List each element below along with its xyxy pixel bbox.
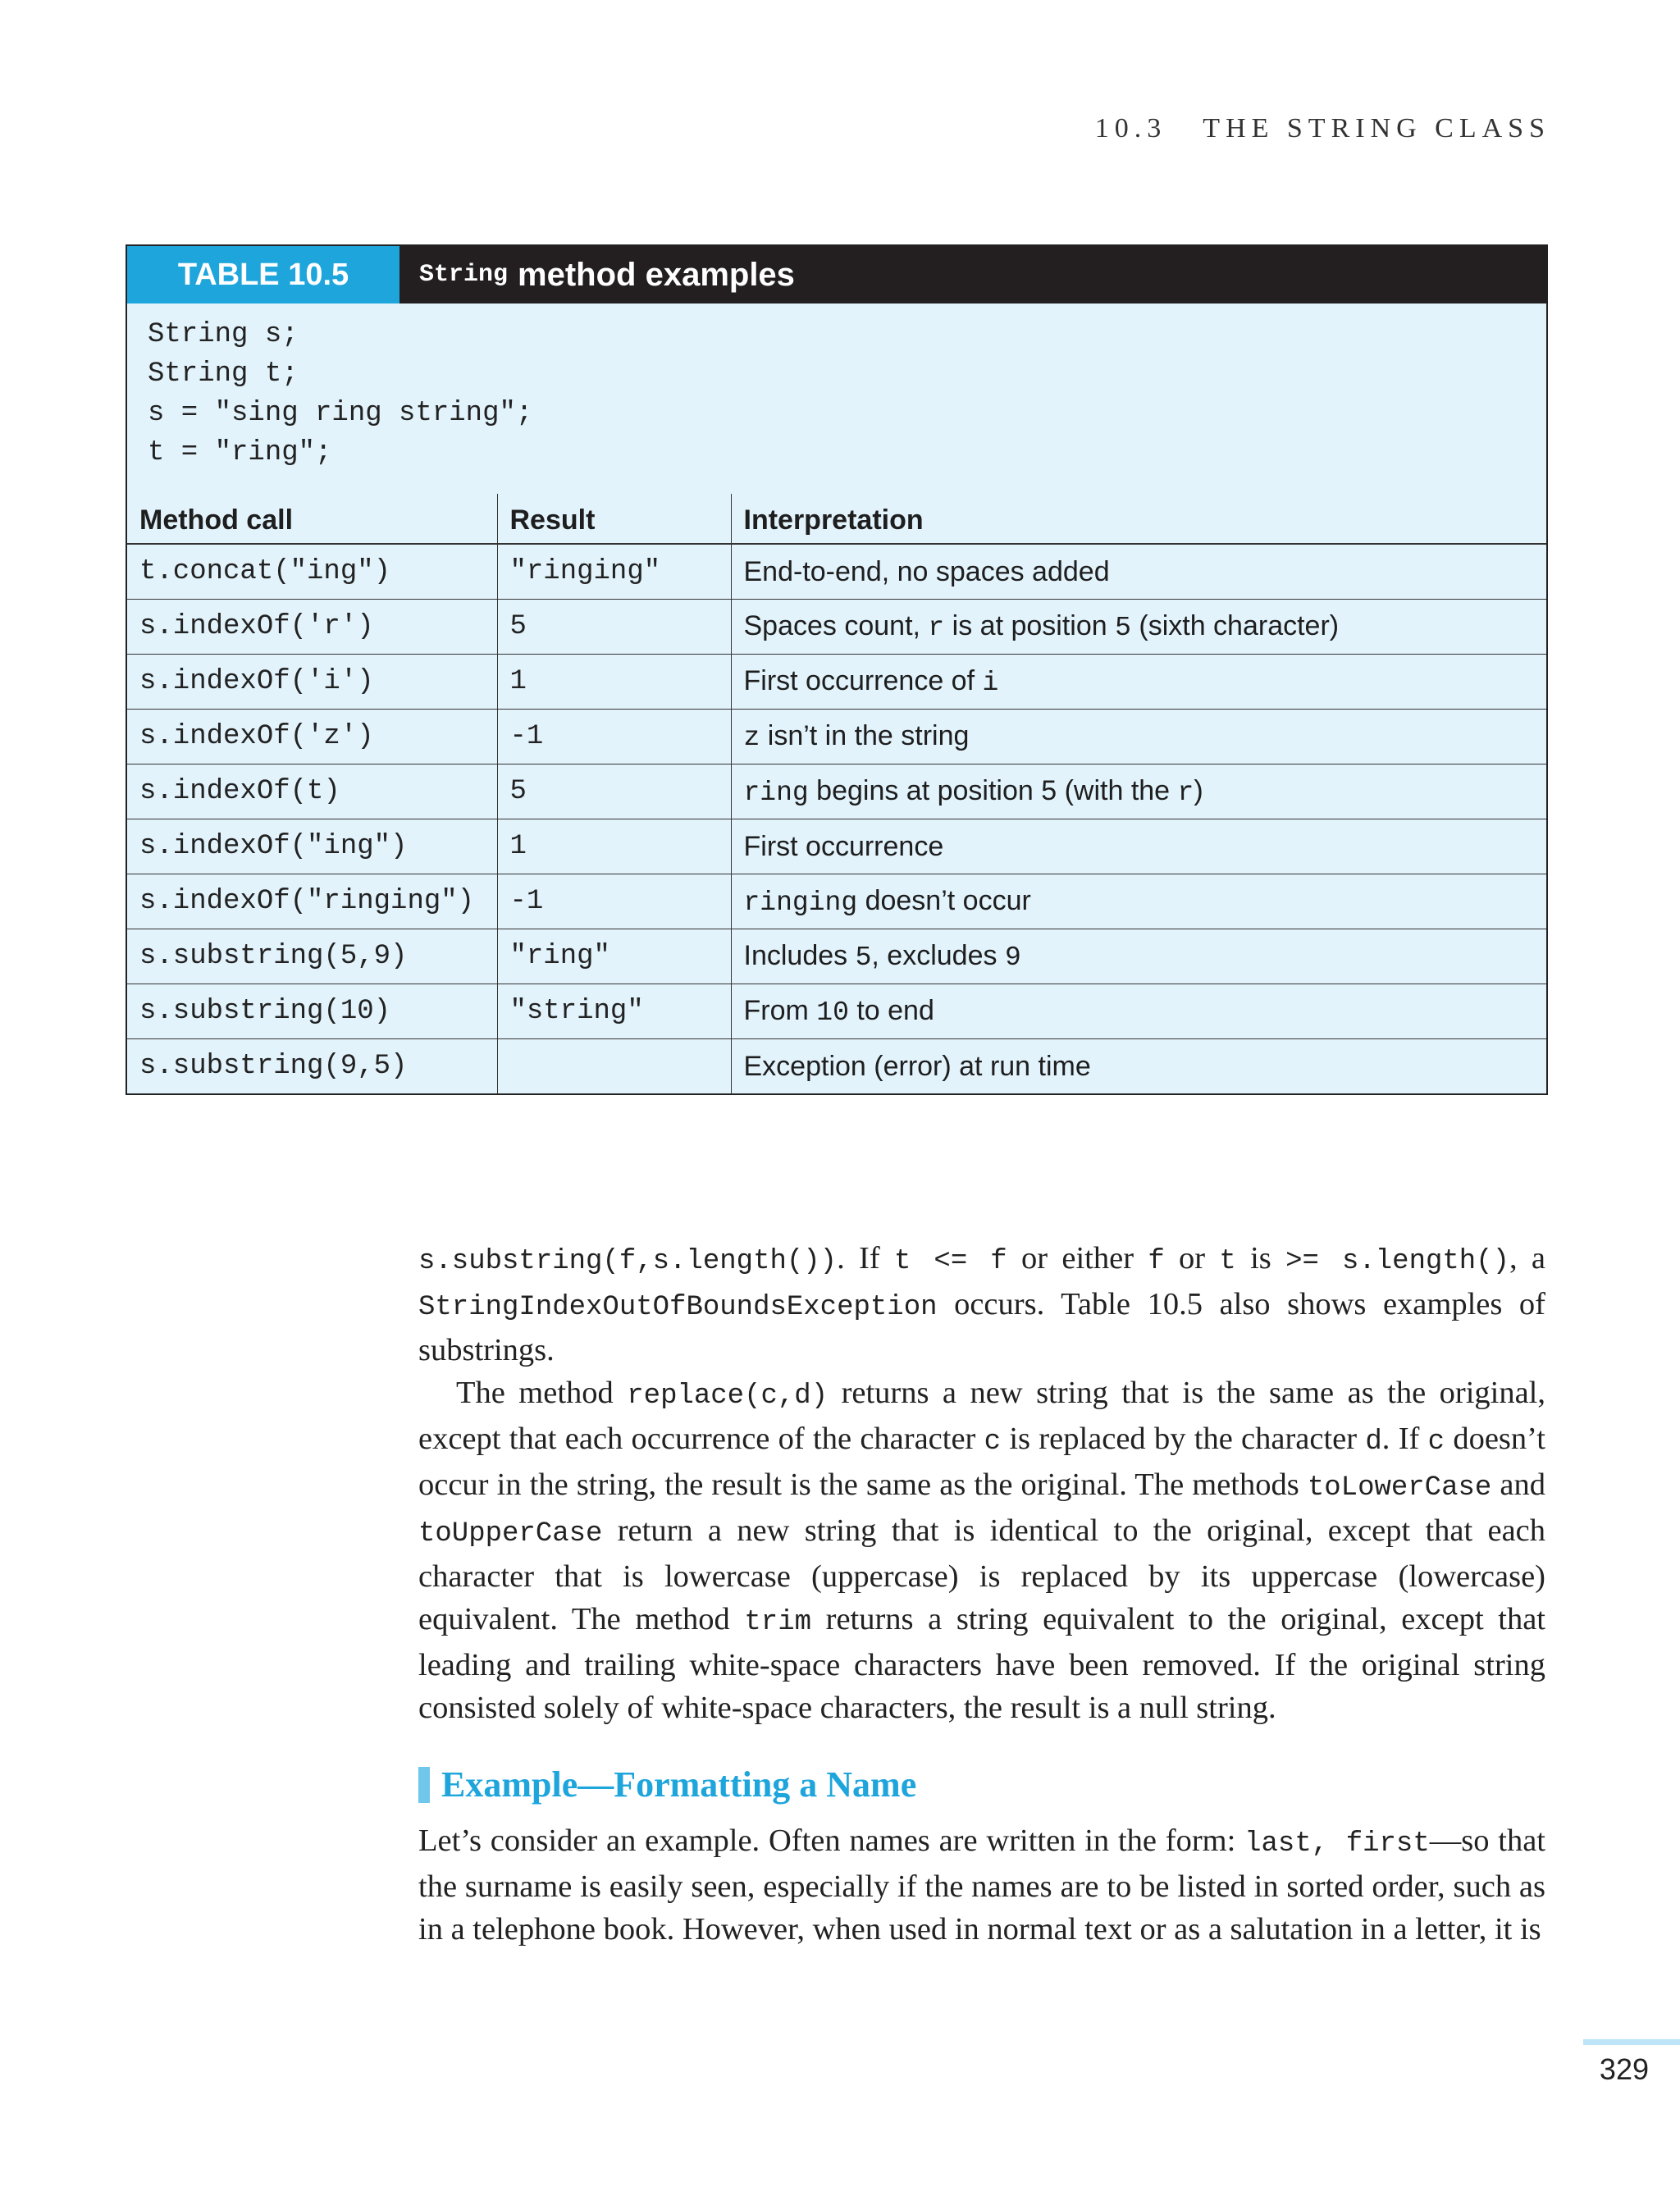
body-paragraph: [418, 1237, 1545, 1371]
example-heading: [418, 1764, 916, 1805]
table-header: [127, 246, 1546, 304]
heading-bar: [418, 1767, 430, 1803]
table-row: [127, 1039, 1546, 1094]
text-run: Exception (error) at run time: [743, 1050, 1091, 1082]
text-run: First occurrence: [743, 830, 944, 862]
interpretation-cell: [731, 655, 1546, 710]
text-run: (sixth character): [1130, 610, 1340, 641]
text-run: End-to-end, no spaces added: [743, 555, 1110, 587]
example-paragraph: [418, 1819, 1545, 1951]
table-title-text: method examples: [518, 256, 795, 293]
inline-code: i: [982, 668, 999, 698]
interpretation-cell: [731, 874, 1546, 929]
body-text: [418, 1237, 1545, 1729]
method-call-cell: s.indexOf("ing"): [127, 819, 497, 874]
declaration-line: s = "sing ring string";: [148, 398, 533, 429]
page-number: 329: [1599, 2052, 1649, 2086]
column-header-interpretation: Interpretation: [731, 494, 1546, 544]
text-run: From: [743, 995, 817, 1026]
text-run: begins at position 5 (with the: [808, 775, 1178, 806]
inline-code: f: [1148, 1246, 1165, 1277]
inline-code: replace(c,d): [627, 1381, 829, 1412]
inline-code: 5: [1115, 613, 1131, 643]
table-label: TABLE 10.5: [127, 246, 399, 304]
inline-code: z: [743, 723, 760, 753]
result-cell: 5: [497, 600, 731, 655]
inline-code: 10: [816, 997, 849, 1028]
table-row: [127, 710, 1546, 764]
text-run: to end: [848, 995, 934, 1026]
inline-code: r: [1177, 778, 1194, 808]
table-row: [127, 600, 1546, 655]
declarations: [127, 304, 1546, 494]
text-run: , excludes: [871, 940, 1005, 971]
table-row: [127, 764, 1546, 819]
text-run: ): [1194, 775, 1203, 806]
text-run: , a: [1509, 1241, 1546, 1276]
result-cell: -1: [497, 874, 731, 929]
method-call-cell: s.indexOf("ringing"): [127, 874, 497, 929]
table-row: [127, 874, 1546, 929]
interpretation-cell: [731, 1039, 1546, 1094]
text-run: . If: [837, 1241, 894, 1276]
inline-code: t: [1219, 1246, 1236, 1277]
inline-code: r: [928, 613, 945, 643]
method-call-cell: s.indexOf('r'): [127, 600, 497, 655]
inline-code: toUpperCase: [418, 1518, 603, 1549]
table-row: [127, 819, 1546, 874]
interpretation-cell: [731, 984, 1546, 1039]
declaration-line: String s;: [148, 319, 299, 350]
text-run: occurs. Table 10.5 also shows examples of substrings.: [418, 1287, 1545, 1367]
text-run: Includes: [743, 940, 856, 971]
methods-table: [127, 494, 1546, 1093]
table-10-5: [126, 244, 1548, 1095]
text-run: First occurrence of: [743, 665, 983, 696]
methods-table-body: [127, 544, 1546, 1093]
declaration-line: t = "ring";: [148, 437, 332, 468]
interpretation-cell: [731, 600, 1546, 655]
running-head: [820, 113, 1550, 144]
result-cell: [497, 1039, 731, 1094]
text-run: is at position: [944, 610, 1116, 641]
method-call-cell: s.indexOf('z'): [127, 710, 497, 764]
declaration-line: String t;: [148, 358, 299, 390]
text-run: The method: [456, 1376, 628, 1410]
inline-code: t <= f: [893, 1246, 1007, 1277]
method-call-cell: s.substring(5,9): [127, 929, 497, 984]
text-run: . If: [1381, 1422, 1428, 1456]
result-cell: "string": [497, 984, 731, 1039]
inline-code: trim: [744, 1607, 812, 1638]
inline-code: c: [984, 1426, 1002, 1458]
result-cell: 1: [497, 819, 731, 874]
inline-code: >= s.length(): [1285, 1246, 1509, 1277]
result-cell: 1: [497, 655, 731, 710]
text-run: doesn’t occur in the string, the result is the same as the original. The methods: [418, 1422, 1545, 1502]
result-cell: -1: [497, 710, 731, 764]
text-run: Spaces count,: [743, 610, 929, 641]
inline-code: 5: [855, 942, 872, 973]
method-call-cell: t.concat("ing"): [127, 544, 497, 600]
column-header-result: Result: [497, 494, 731, 544]
table-row: [127, 655, 1546, 710]
inline-code: last, first: [1244, 1828, 1430, 1860]
table-row: [127, 929, 1546, 984]
text-run: return a new string that is identical to the original, except that each character that is lowercase (uppercase) is replaced by its uppercase (lowercase) equivalent. The method: [418, 1513, 1545, 1636]
text-run: is: [1235, 1241, 1286, 1276]
table-header-row: [127, 494, 1546, 544]
inline-code: toLowerCase: [1307, 1472, 1492, 1504]
text-run: or either: [1007, 1241, 1148, 1276]
inline-code: ring: [743, 778, 809, 808]
section-title: THE STRING CLASS: [1203, 113, 1550, 144]
interpretation-cell: [731, 819, 1546, 874]
inline-code: ringing: [743, 888, 858, 918]
interpretation-cell: [731, 764, 1546, 819]
result-cell: 5: [497, 764, 731, 819]
inline-code: s.substring(f,s.length()): [418, 1246, 838, 1277]
text-run: or: [1164, 1241, 1220, 1276]
example-text: [418, 1819, 1545, 1951]
method-call-cell: s.substring(9,5): [127, 1039, 497, 1094]
text-run: returns a new string that is the same as the original, except that each occurrence of the character: [418, 1376, 1545, 1456]
inline-code: d: [1365, 1426, 1382, 1458]
inline-code: 9: [1004, 942, 1021, 973]
text-run: is replaced by the character: [1001, 1422, 1366, 1456]
method-call-cell: s.indexOf(t): [127, 764, 497, 819]
method-call-cell: s.substring(10): [127, 984, 497, 1039]
interpretation-cell: [731, 544, 1546, 600]
table-title: [399, 246, 795, 304]
table-title-code: String: [419, 261, 509, 289]
column-header-method-call: Method call: [127, 494, 497, 544]
interpretation-cell: [731, 710, 1546, 764]
body-paragraph: [418, 1371, 1545, 1729]
page-number-rule: [1583, 2039, 1680, 2045]
text-run: and: [1491, 1467, 1545, 1502]
section-number: 10.3: [1094, 113, 1167, 144]
table-row: [127, 544, 1546, 600]
interpretation-cell: [731, 929, 1546, 984]
text-run: doesn’t occur: [857, 885, 1031, 916]
text-run: returns a string equivalent to the original, except that leading and trailing white-space characters have been removed. If the original string consisted solely of white-space characters, the result is a null string.: [418, 1602, 1545, 1725]
table-row: [127, 984, 1546, 1039]
result-cell: "ringing": [497, 544, 731, 600]
method-call-cell: s.indexOf('i'): [127, 655, 497, 710]
inline-code: StringIndexOutOfBoundsException: [418, 1292, 938, 1323]
inline-code: c: [1427, 1426, 1445, 1458]
text-run: Let’s consider an example. Often names are written in the form:: [418, 1823, 1245, 1858]
result-cell: "ring": [497, 929, 731, 984]
text-run: isn’t in the string: [760, 720, 970, 751]
example-heading-text: Example—Formatting a Name: [441, 1764, 917, 1805]
text-run: —so that the surname is easily seen, especially if the names are to be listed in sorted order, such as in a telephone book. However, when used in normal text or as a salutation in a letter, it is: [418, 1823, 1545, 1947]
